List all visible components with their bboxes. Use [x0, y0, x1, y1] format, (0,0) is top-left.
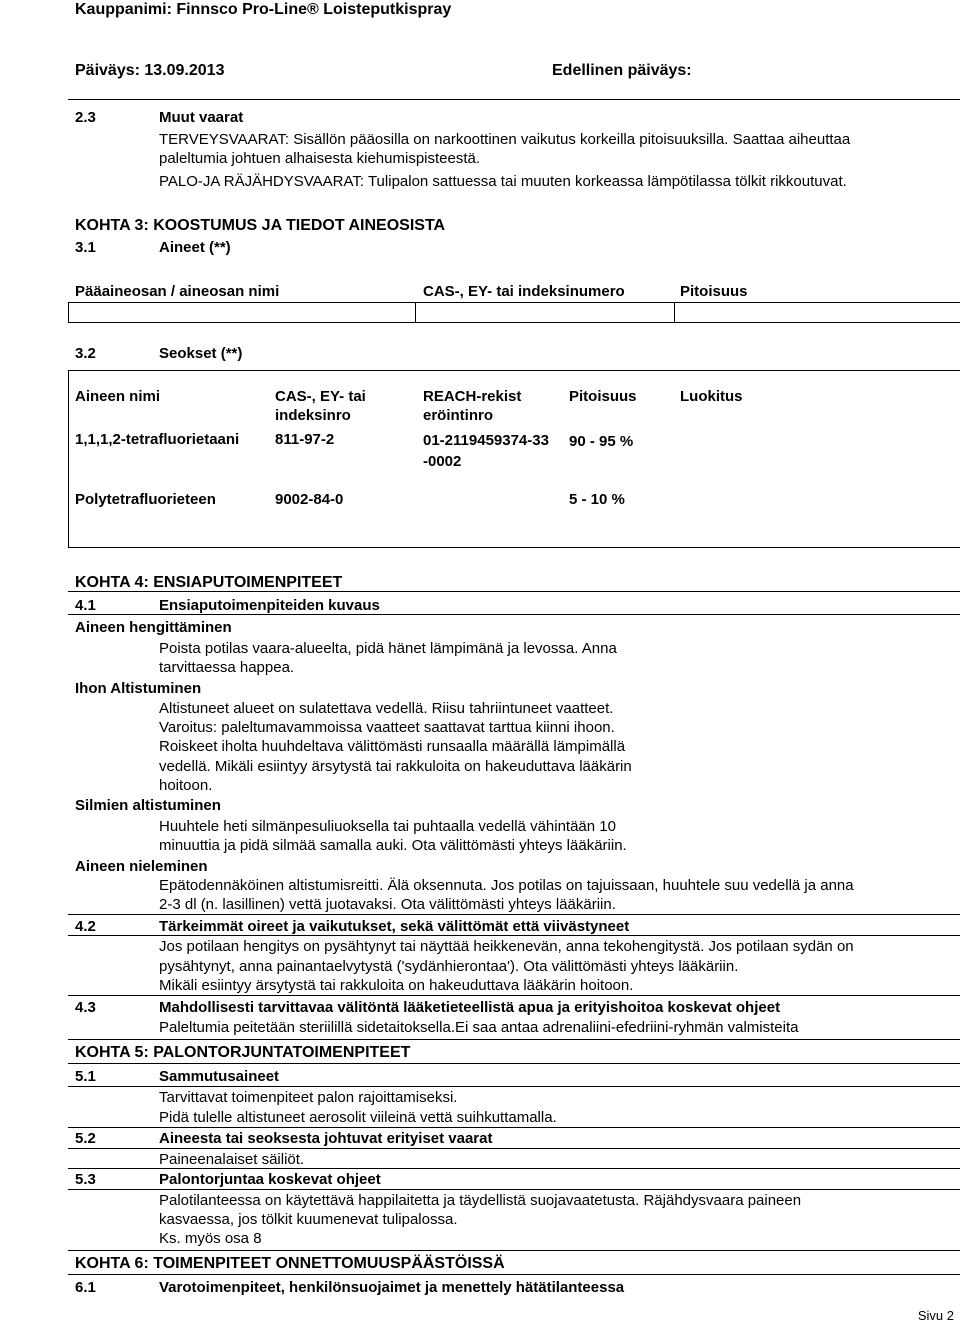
table2-header-cas: CAS-, EY- tai indeksinro — [275, 388, 366, 424]
section-5-3-line: kasvaessa, jos tölkit kuumenevat tulipalossa. — [159, 1211, 458, 1228]
document-title: Kauppanimi: Finnsco Pro-Line® Loisteputkispray — [75, 1, 452, 18]
ingestion-line: Epätodennäköinen altistumisreitti. Älä oksennuta. Jos potilas on tajuissaan, huuhtele suu vedellä ja anna — [159, 877, 854, 894]
table-row-reach: 01-2119459374-33-0002 — [423, 432, 549, 470]
table1-header-name: Pääaineosan / aineosan nimi — [75, 283, 280, 300]
section-2-3-line: PALO-JA RÄJÄHDYSVAARAT: Tulipalon sattuessa tai muuten korkeassa lämpötilassa tölkit rikkoutuvat. — [159, 173, 847, 190]
section-title-2-3: Muut vaarat — [159, 109, 244, 126]
subheading-eyes: Silmien altistuminen — [75, 797, 221, 814]
section-title-5-2: Aineesta tai seoksesta johtuvat erityiset vaarat — [159, 1130, 493, 1147]
inhalation-line: tarvittaessa happea. — [159, 659, 295, 676]
eyes-line: Huuhtele heti silmänpesuliuoksella tai puhtaalla vedellä vähintään 10 — [159, 818, 616, 835]
section-4-2-line: Mikäli esiintyy ärsytystä tai rakkuloita on hakeuduttava lääkärin hoitoon. — [159, 977, 634, 994]
page-number: Sivu 2 — [917, 1308, 954, 1323]
table2-header-reach: REACH-rekisteröintinro — [423, 388, 522, 424]
section-5-3-line: Ks. myös osa 8 — [159, 1230, 262, 1247]
table-row-concentration: 90 - 95 % — [569, 433, 634, 450]
section-2-3-line: paleltumia johtuen alhaisesta kiehumispisteestä. — [159, 150, 481, 167]
table2-header-classification: Luokitus — [680, 388, 743, 405]
section-4-3-line: Paleltumia peitetään steriilillä sidetaitoksella.Ei saa antaa adrenaliini-efedriini-ryhmän valmisteita — [159, 1019, 799, 1036]
section-5-1-line: Pidä tulelle altistuneet aerosolit viileinä vettä suihkuttamalla. — [159, 1109, 557, 1126]
section-number-4-1: 4.1 — [75, 597, 96, 614]
section-title-4-1: Ensiaputoimenpiteiden kuvaus — [159, 597, 380, 614]
header-divider — [68, 99, 960, 100]
section-number-6-1: 6.1 — [75, 1279, 96, 1296]
table-row-name: Polytetrafluorieteen — [75, 491, 216, 508]
kohta-3-heading: KOHTA 3: KOOSTUMUS JA TIEDOT AINEOSISTA — [75, 217, 446, 234]
section-5-3-line: Palotilanteessa on käytettävä happilaitetta ja täydellistä suojavaatetusta. Räjähdysvaara paineen — [159, 1192, 802, 1209]
section-4-2-line: Jos potilaan hengitys on pysähtynyt tai näyttää heikkenevän, anna tekohengitystä. Jos potilaan sydän on — [159, 938, 854, 955]
section-title-3-2: Seokset (**) — [159, 345, 243, 362]
kohta-5-heading: KOHTA 5: PALONTORJUNTATOIMENPITEET — [75, 1044, 411, 1061]
kohta-4-heading: KOHTA 4: ENSIAPUTOIMENPITEET — [75, 574, 343, 591]
section-title-4-2: Tärkeimmät oireet ja vaikutukset, sekä välittömät että viivästyneet — [159, 918, 630, 935]
section-title-5-3: Palontorjuntaa koskevat ohjeet — [159, 1171, 381, 1188]
section-title-3-1: Aineet (**) — [159, 239, 231, 256]
subheading-skin: Ihon Altistuminen — [75, 680, 202, 697]
subheading-ingestion: Aineen nieleminen — [75, 858, 208, 875]
skin-line: Altistuneet alueet on sulatettava vedellä. Riisu tahriintuneet vaatteet. — [159, 700, 614, 717]
skin-line: Varoitus: paleltumavammoissa vaatteet saattavat tarttua kiinni ihoon. — [159, 719, 615, 736]
table-row-concentration: 5 - 10 % — [569, 491, 625, 508]
section-number-5-1: 5.1 — [75, 1068, 96, 1085]
section-5-1-line: Tarvittavat toimenpiteet palon rajoittamiseksi. — [159, 1089, 458, 1106]
skin-line: vedellä. Mikäli esiintyy ärsytystä tai rakkuloita on hakeuduttava lääkärin — [159, 758, 632, 775]
skin-line: hoitoon. — [159, 777, 213, 794]
section-title-5-1: Sammutusaineet — [159, 1068, 280, 1085]
section-title-4-3: Mahdollisesti tarvittavaa välitöntä lääketieteellistä apua ja erityishoitoa koskevat ohjeet — [159, 999, 781, 1016]
table-row-name: 1,1,1,2-tetrafluorietaani — [75, 431, 240, 448]
section-number-3-2: 3.2 — [75, 345, 96, 362]
section-number-5-3: 5.3 — [75, 1171, 96, 1188]
section-number-3-1: 3.1 — [75, 239, 96, 256]
table-row-cas: 9002-84-0 — [275, 491, 344, 508]
eyes-line: minuuttia ja pidä silmää samalla auki. Ota välittömästi yhteys lääkäriin. — [159, 837, 627, 854]
subheading-inhalation: Aineen hengittäminen — [75, 619, 232, 636]
section-4-2-line: pysähtynyt, anna painantaelvytystä ('sydänhierontaa'). Ota välittömästi yhteys lääkäriin. — [159, 958, 739, 975]
ingestion-line: 2-3 dl (n. lasillinen) vettä juotavaksi. Ota välittömästi yhteys lääkäriin. — [159, 896, 616, 913]
table2-header-name: Aineen nimi — [75, 388, 161, 405]
table2-header-concentration: Pitoisuus — [569, 388, 637, 405]
section-number-5-2: 5.2 — [75, 1130, 96, 1147]
section-5-2-line: Paineenalaiset säiliöt. — [159, 1151, 305, 1168]
section-number-4-3: 4.3 — [75, 999, 96, 1016]
skin-line: Roiskeet iholta huuhdeltava välittömästi runsaalla määrällä lämpimällä — [159, 738, 626, 755]
table1-header-cas: CAS-, EY- tai indeksinumero — [423, 283, 625, 300]
section-title-6-1: Varotoimenpiteet, henkilönsuojaimet ja menettely hätätilanteessa — [159, 1279, 625, 1296]
section-number-2-3: 2.3 — [75, 109, 96, 126]
table1-header-concentration: Pitoisuus — [680, 283, 748, 300]
section-2-3-line: TERVEYSVAARAT: Sisällön pääosilla on narkoottinen vaikutus korkeilla pitoisuuksilla. Saattaa aiheuttaa — [159, 131, 851, 148]
table-row-cas: 811-97-2 — [275, 431, 335, 448]
section-number-4-2: 4.2 — [75, 918, 96, 935]
document-date: Päiväys: 13.09.2013 — [75, 62, 225, 79]
inhalation-line: Poista potilas vaara-alueelta, pidä hänet lämpimänä ja levossa. Anna — [159, 640, 617, 657]
kohta-6-heading: KOHTA 6: TOIMENPITEET ONNETTOMUUSPÄÄSTÖISSÄ — [75, 1255, 505, 1272]
previous-date: Edellinen päiväys: — [552, 62, 692, 79]
